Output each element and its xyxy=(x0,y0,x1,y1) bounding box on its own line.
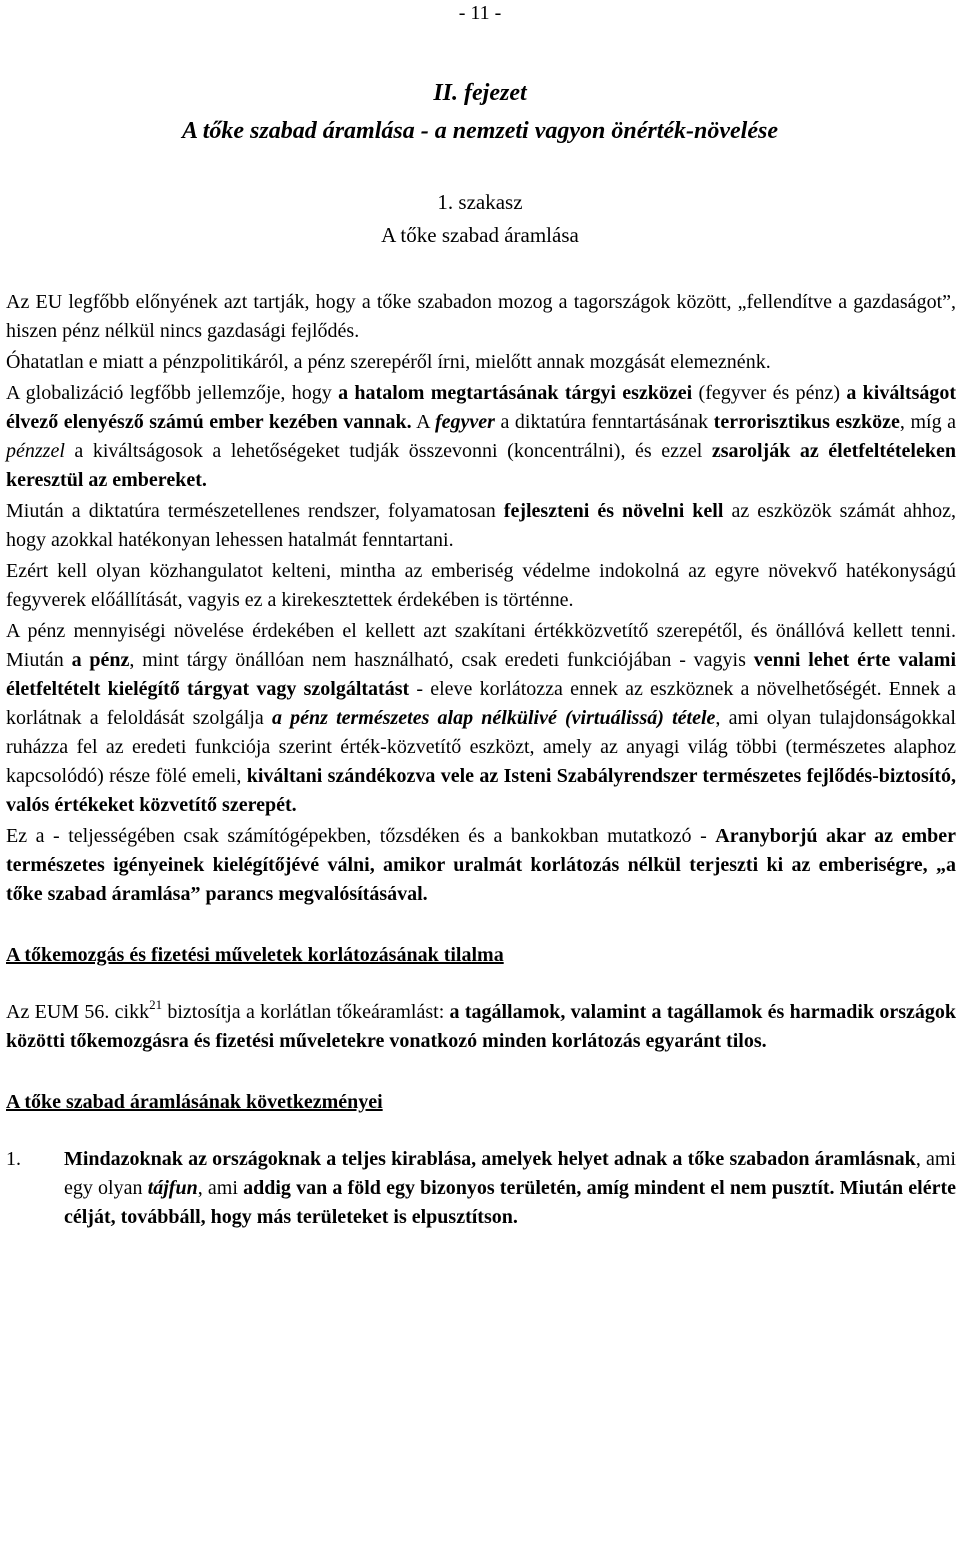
bold-run: venni lehet érte valami életfeltételt kielégítő tárgyat vagy szolgáltatást xyxy=(6,649,956,700)
text-run: (fegyver és pénz) xyxy=(692,382,847,404)
text-run: biztosítja a korlátlan tőkeáramlást: xyxy=(162,1001,450,1023)
paragraph-8 xyxy=(6,998,956,1056)
text-run: A pénz mennyiségi növelése érdekében el kellett azt szakítani értékközvetítő szerepétől, és önállóvá kellett tenni. Miután xyxy=(6,620,956,671)
bold-run: kiváltani szándékozva vele az Isteni Szabályrendszer természetes fejlődés-biztosító, valós értékeket közvetítő szerepét. xyxy=(6,765,956,816)
text-run: Ez a - teljességében csak számítógépekben, tőzsdéken és a bankokban mutatkozó - xyxy=(6,825,716,847)
text-run: a kiváltságosok a lehetőségeket tudják összevonni (koncentrálni), és ezzel xyxy=(64,440,712,462)
text-run: , mint tárgy önállóan nem használható, csak eredeti funkciójában - vagyis xyxy=(129,649,754,671)
footnote-ref: 21 xyxy=(149,997,163,1012)
paragraph-7 xyxy=(6,822,956,909)
page-number: - 11 - xyxy=(458,2,502,24)
paragraph-6 xyxy=(6,617,956,820)
text-run: Az EUM 56. cikk xyxy=(6,1001,150,1023)
section-heading xyxy=(0,186,960,252)
text-run: , ami olyan tulajdonságokkal ruházza fel az eredeti funkciója szerint érték-közvetítő eszközt, amely az anyagi világ többi (természetes alaphoz kapcsolódó) része fölé emeli, xyxy=(6,707,956,787)
bold-italic-run: fegyver xyxy=(434,411,495,433)
section-title: A tőke szabad áramlása xyxy=(381,223,579,247)
paragraph-3 xyxy=(6,379,956,495)
text-run: , míg a xyxy=(899,411,956,433)
bold-run: a pénz xyxy=(71,649,130,671)
bold-run: a kiváltságot élvező elenyésző számú ember kezében vannak. xyxy=(6,382,957,433)
text-run: - eleve korlátozza ennek az eszköznek a növelhetőségét. Ennek a korlátnak a feloldását szolgálja xyxy=(6,678,956,729)
bold-italic-run: a pénz természetes alap nélkülivé (virtuálissá) tétele xyxy=(271,707,716,729)
chapter-title: A tőke szabad áramlása - a nemzeti vagyon önérték-növelése xyxy=(182,118,778,144)
bold-run: Mindazoknak az országoknak a teljes kirablása, amelyek helyet adnak a tőke szabadon áramlásnak xyxy=(64,1148,916,1170)
text-run: , ami xyxy=(197,1177,244,1199)
text-run: A globalizáció legfőbb jellemzője, hogy xyxy=(6,382,339,404)
text-run: a diktatúra fenntartásának xyxy=(494,411,714,433)
chapter-heading xyxy=(0,74,960,150)
list-number: 1. xyxy=(6,1148,21,1170)
paragraph-2: Óhatatlan e miatt a pénzpolitikáról, a pénz szerepéről írni, mielőtt annak mozgását elemeznénk. xyxy=(6,351,771,373)
text-run: , ami egy olyan xyxy=(64,1148,956,1199)
bold-run: zsarolják az életfeltételeken keresztül az embereket. xyxy=(6,440,956,491)
paragraph-5: Ezért kell olyan közhangulatot kelteni, mintha az emberiség védelme indokolná az egyre növekvő hatékonyságú fegyverek előállítását, vagyis ez a kirekesztettek érdekében is történne. xyxy=(6,560,956,611)
bold-run: Aranyborjú akar az ember természetes igényeinek kielégítőjévé válni, amikor uralmát korlátozás nélkül terjeszti ki az emberiségre, „a tőke szabad áramlása” parancs megvalósításával. xyxy=(6,825,956,905)
paragraph-1: Az EU legfőbb előnyének azt tartják, hogy a tőke szabadon mozog a tagországok között, „fellendítve a gazdaságot”, hiszen pénz nélkül nincs gazdasági fejlődés. xyxy=(6,291,956,342)
bold-run: fejleszteni és növelni kell xyxy=(503,500,724,522)
bold-run: a hatalom megtartásának tárgyi eszközei xyxy=(338,382,693,404)
bold-run: addig van a föld egy bizonyos területén, amíg mindent el nem pusztít. Miután elérte célját, továbbáll, hogy más területeket is elpusztítson. xyxy=(64,1177,956,1228)
subheading-capital-restrictions: A tőkemozgás és fizetési műveletek korlátozásának tilalma xyxy=(6,944,504,966)
text-run: A xyxy=(411,411,435,433)
bold-italic-run: tájfun xyxy=(147,1177,198,1199)
text-run: Miután a diktatúra természetellenes rendszer, folyamatosan xyxy=(6,500,504,522)
paragraph-4 xyxy=(6,497,956,555)
chapter-number: II. fejezet xyxy=(433,80,527,106)
subheading-consequences: A tőke szabad áramlásának következményei xyxy=(6,1091,383,1113)
list-item xyxy=(6,1145,956,1232)
bold-run: terrorisztikus eszköze xyxy=(713,411,900,433)
list-text xyxy=(64,1145,956,1232)
section-number: 1. szakasz xyxy=(437,190,523,214)
document-body xyxy=(6,288,956,1232)
italic-run: pénzzel xyxy=(6,440,65,462)
bold-run: a tagállamok, valamint a tagállamok és harmadik országok közötti tőkemozgásra és fizetési műveletekre vonatkozó minden korlátozás egyaránt tilos. xyxy=(6,1001,957,1052)
text-run: az eszközök számát ahhoz, hogy azokkal hatékonyan lehessen hatalmát fenntartani. xyxy=(6,500,956,551)
